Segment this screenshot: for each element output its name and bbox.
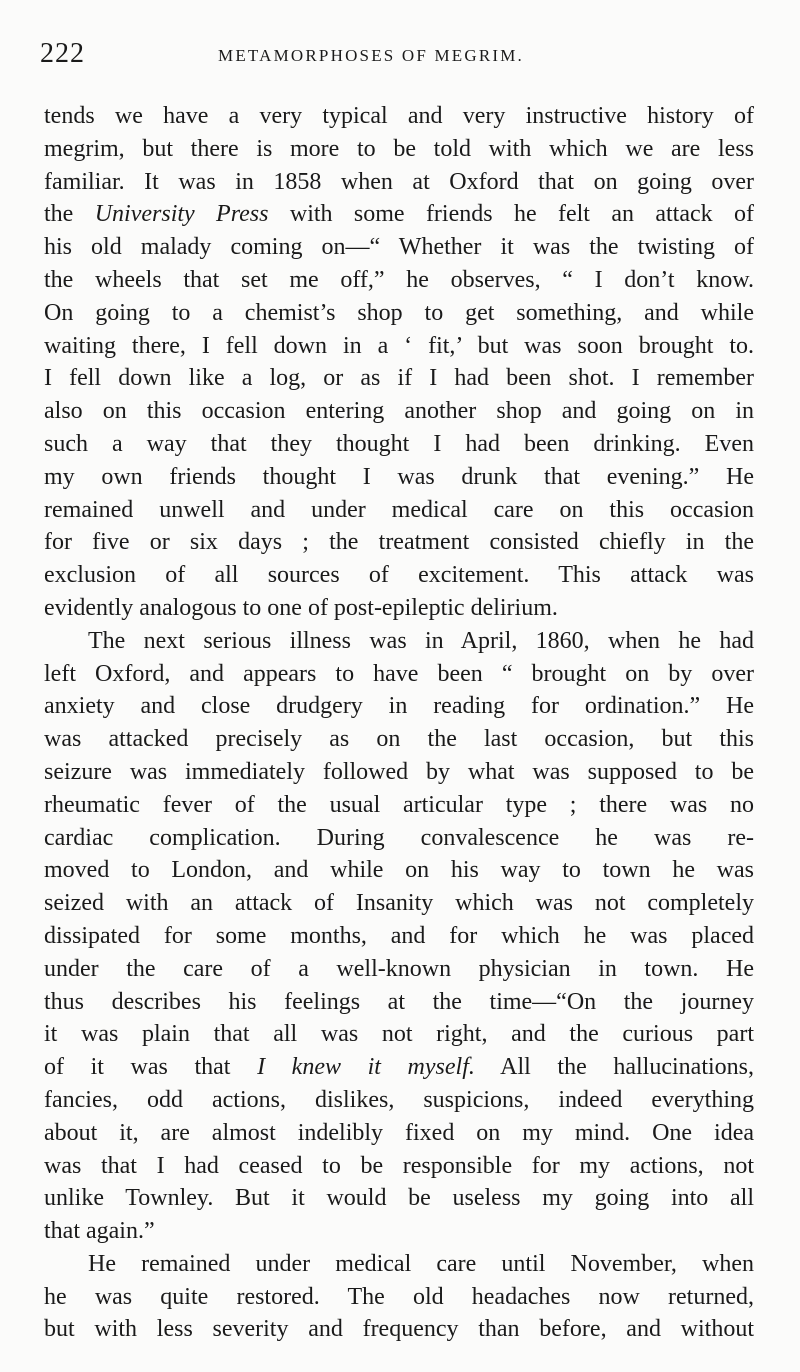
text-line: it was plain that all was not right, and the curious part [44, 1021, 754, 1048]
text-line: I fell down like a log, or as if I had been shot. I remember [44, 365, 754, 392]
text-line: seized with an attack of Insanity which was not completely [44, 890, 754, 917]
text-line: On going to a chemist’s shop to get something, and while [44, 299, 754, 326]
text-line: about it, are almost indelibly fixed on my mind. One idea [44, 1119, 754, 1146]
text-line: also on this occasion entering another shop and going on in [44, 398, 754, 425]
italic-segment: I knew it myself. [257, 1054, 475, 1081]
text-line: unlike Townley. But it would be useless my going into all [44, 1185, 754, 1212]
text-line: such a way that they thought I had been drinking. Even [44, 430, 754, 457]
text-line [44, 198, 754, 231]
text-segment: the [44, 201, 95, 228]
text-line: that again.” [44, 1218, 155, 1245]
text-segment: with some friends he felt an attack of [268, 201, 755, 228]
text-line: rheumatic fever of the usual articular type ; there was no [44, 791, 754, 818]
text-line: tends we have a very typical and very instructive history of [44, 103, 754, 129]
text-line: his old malady coming on—“ Whether it was the twisting of [44, 234, 754, 261]
text-line: familiar. It was in 1858 when at Oxford that on going over [44, 168, 754, 195]
text-line: for five or six days ; the treatment consisted chiefly in the [44, 529, 754, 556]
body-text [44, 100, 754, 1346]
text-line: my own friends thought I was drunk that evening.” He [44, 463, 754, 490]
italic-segment: University Press [94, 201, 269, 228]
text-line: he was quite restored. The old headaches now returned, [44, 1283, 754, 1310]
text-line: under the care of a well-known physician in town. He [44, 955, 754, 982]
text-line: moved to London, and while on his way to town he was [44, 857, 754, 884]
text-line: fancies, odd actions, dislikes, suspicions, indeed everything [44, 1086, 754, 1113]
text-line: megrim, but there is more to be told with which we are less [44, 135, 754, 162]
text-segment: of it was that [44, 1054, 258, 1081]
text-line: was attacked precisely as on the last occasion, but this [44, 726, 754, 753]
text-line [44, 1051, 754, 1084]
text-line: evidently analogous to one of post-epileptic delirium. [44, 594, 558, 621]
text-line: dissipated for some months, and for which he was placed [44, 922, 754, 949]
text-line: The next serious illness was in April, 1860, when he had [88, 627, 754, 654]
text-line: left Oxford, and appears to have been “ brought on by over [44, 660, 754, 687]
text-segment: All the hallucinations, [474, 1054, 754, 1081]
text-line: exclusion of all sources of excitement. This attack was [44, 562, 754, 589]
text-line: anxiety and close drudgery in reading for ordination.” He [44, 693, 754, 720]
page-header [40, 38, 760, 78]
text-line: seizure was immediately followed by what was supposed to be [44, 758, 754, 785]
text-line: but with less severity and frequency than before, and without [44, 1316, 754, 1343]
page-number: 222 [40, 38, 85, 69]
text-line: remained unwell and under medical care on this occasion [44, 496, 754, 523]
text-line: the wheels that set me off,” he observes, “ I don’t know. [44, 266, 754, 293]
running-head: METAMORPHOSES OF MEGRIM. [218, 46, 525, 65]
text-line: He remained under medical care until November, when [88, 1250, 754, 1277]
text-line: cardiac complication. During convalescence he was re- [44, 824, 754, 851]
text-line: was that I had ceased to be responsible for my actions, not [44, 1152, 754, 1179]
text-line: waiting there, I fell down in a ‘ fit,’ but was soon brought to. [44, 332, 754, 359]
text-line: thus describes his feelings at the time—“On the journey [44, 988, 754, 1015]
